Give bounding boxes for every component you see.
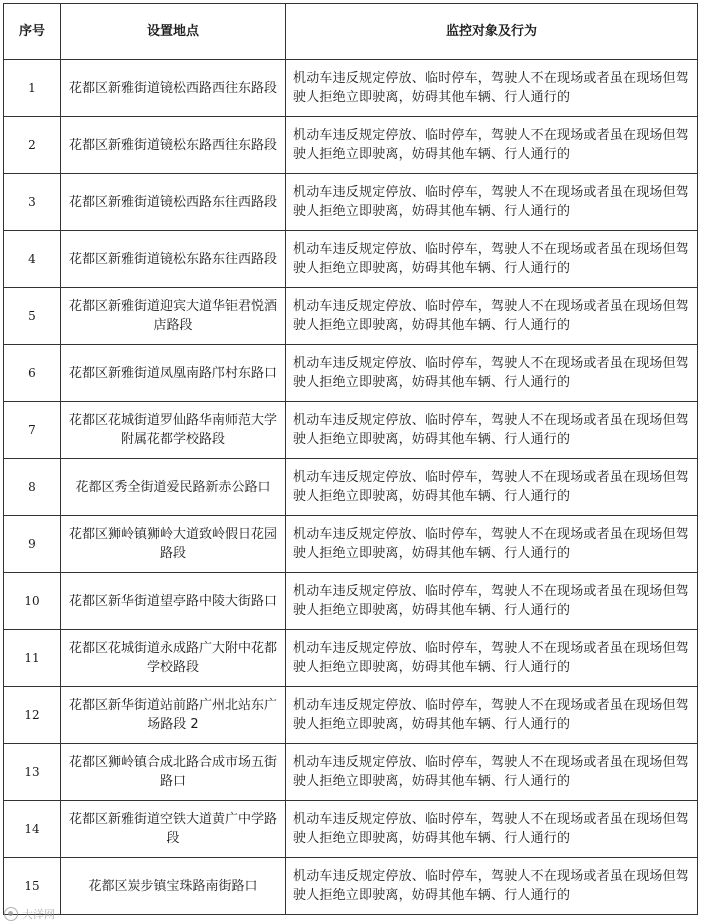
row-location: 花都区新华街道站前路广州北站东广场路段 2 xyxy=(61,687,286,744)
row-number: 14 xyxy=(4,801,61,858)
row-number: 13 xyxy=(4,744,61,801)
row-location: 花都区花城街道永成路广大附中花都学校路段 xyxy=(61,630,286,687)
row-number: 8 xyxy=(4,459,61,516)
row-location: 花都区新雅街道凤凰南路邝村东路口 xyxy=(61,345,286,402)
row-number: 9 xyxy=(4,516,61,573)
row-behavior: 机动车违反规定停放、临时停车，驾驶人不在现场或者虽在现场但驾驶人拒绝立即驶离，妨碍其他车辆、行人通行的 xyxy=(286,801,698,858)
row-behavior: 机动车违反规定停放、临时停车，驾驶人不在现场或者虽在现场但驾驶人拒绝立即驶离，妨碍其他车辆、行人通行的 xyxy=(286,858,698,915)
row-location: 花都区狮岭镇合成北路合成市场五街路口 xyxy=(61,744,286,801)
table-row xyxy=(4,858,698,915)
table-header xyxy=(4,4,698,60)
table-row xyxy=(4,231,698,288)
table-row xyxy=(4,630,698,687)
row-location: 花都区新雅街道镜松西路西往东路段 xyxy=(61,60,286,117)
header-location: 设置地点 xyxy=(61,4,286,60)
watermark xyxy=(4,906,55,922)
row-location: 花都区狮岭镇狮岭大道致岭假日花园路段 xyxy=(61,516,286,573)
table-row xyxy=(4,801,698,858)
table-row xyxy=(4,60,698,117)
table-row xyxy=(4,744,698,801)
row-number: 12 xyxy=(4,687,61,744)
row-location: 花都区炭步镇宝珠路南街路口 xyxy=(61,858,286,915)
row-location: 花都区秀全街道爱民路新赤公路口 xyxy=(61,459,286,516)
table-row xyxy=(4,402,698,459)
row-behavior: 机动车违反规定停放、临时停车，驾驶人不在现场或者虽在现场但驾驶人拒绝立即驶离，妨碍其他车辆、行人通行的 xyxy=(286,117,698,174)
table-body xyxy=(4,60,698,915)
row-behavior: 机动车违反规定停放、临时停车，驾驶人不在现场或者虽在现场但驾驶人拒绝立即驶离，妨碍其他车辆、行人通行的 xyxy=(286,174,698,231)
row-behavior: 机动车违反规定停放、临时停车，驾驶人不在现场或者虽在现场但驾驶人拒绝立即驶离，妨碍其他车辆、行人通行的 xyxy=(286,345,698,402)
header-no: 序号 xyxy=(4,4,61,60)
row-behavior: 机动车违反规定停放、临时停车，驾驶人不在现场或者虽在现场但驾驶人拒绝立即驶离，妨碍其他车辆、行人通行的 xyxy=(286,573,698,630)
row-behavior: 机动车违反规定停放、临时停车，驾驶人不在现场或者虽在现场但驾驶人拒绝立即驶离，妨碍其他车辆、行人通行的 xyxy=(286,288,698,345)
row-number: 7 xyxy=(4,402,61,459)
row-location: 花都区花城街道罗仙路华南师范大学附属花都学校路段 xyxy=(61,402,286,459)
row-number: 11 xyxy=(4,630,61,687)
row-behavior: 机动车违反规定停放、临时停车，驾驶人不在现场或者虽在现场但驾驶人拒绝立即驶离，妨碍其他车辆、行人通行的 xyxy=(286,630,698,687)
row-location: 花都区新雅街道空铁大道黄广中学路段 xyxy=(61,801,286,858)
row-number: 1 xyxy=(4,60,61,117)
row-location: 花都区新雅街道镜松东路东往西路段 xyxy=(61,231,286,288)
monitor-table xyxy=(3,3,698,915)
row-location: 花都区新雅街道镜松东路西往东路段 xyxy=(61,117,286,174)
row-number: 3 xyxy=(4,174,61,231)
row-behavior: 机动车违反规定停放、临时停车，驾驶人不在现场或者虽在现场但驾驶人拒绝立即驶离，妨碍其他车辆、行人通行的 xyxy=(286,744,698,801)
table-row xyxy=(4,345,698,402)
row-behavior: 机动车违反规定停放、临时停车，驾驶人不在现场或者虽在现场但驾驶人拒绝立即驶离，妨碍其他车辆、行人通行的 xyxy=(286,231,698,288)
table-row xyxy=(4,288,698,345)
row-behavior: 机动车违反规定停放、临时停车，驾驶人不在现场或者虽在现场但驾驶人拒绝立即驶离，妨碍其他车辆、行人通行的 xyxy=(286,459,698,516)
table-row xyxy=(4,459,698,516)
watermark-logo-icon xyxy=(4,907,18,921)
watermark-text: 大洋网 xyxy=(22,908,55,921)
table-row xyxy=(4,516,698,573)
row-number: 4 xyxy=(4,231,61,288)
table-row xyxy=(4,117,698,174)
row-behavior: 机动车违反规定停放、临时停车，驾驶人不在现场或者虽在现场但驾驶人拒绝立即驶离，妨碍其他车辆、行人通行的 xyxy=(286,402,698,459)
row-behavior: 机动车违反规定停放、临时停车，驾驶人不在现场或者虽在现场但驾驶人拒绝立即驶离，妨碍其他车辆、行人通行的 xyxy=(286,516,698,573)
table-row xyxy=(4,573,698,630)
row-number: 6 xyxy=(4,345,61,402)
row-number: 15 xyxy=(4,858,61,915)
header-behavior: 监控对象及行为 xyxy=(286,4,698,60)
row-behavior: 机动车违反规定停放、临时停车，驾驶人不在现场或者虽在现场但驾驶人拒绝立即驶离，妨碍其他车辆、行人通行的 xyxy=(286,687,698,744)
row-behavior: 机动车违反规定停放、临时停车，驾驶人不在现场或者虽在现场但驾驶人拒绝立即驶离，妨碍其他车辆、行人通行的 xyxy=(286,60,698,117)
row-location: 花都区新雅街道迎宾大道华钜君悦酒店路段 xyxy=(61,288,286,345)
row-number: 5 xyxy=(4,288,61,345)
row-location: 花都区新华街道望亭路中陵大街路口 xyxy=(61,573,286,630)
header-row xyxy=(4,4,698,60)
row-location: 花都区新雅街道镜松西路东往西路段 xyxy=(61,174,286,231)
row-number: 10 xyxy=(4,573,61,630)
table-row xyxy=(4,174,698,231)
table-row xyxy=(4,687,698,744)
row-number: 2 xyxy=(4,117,61,174)
